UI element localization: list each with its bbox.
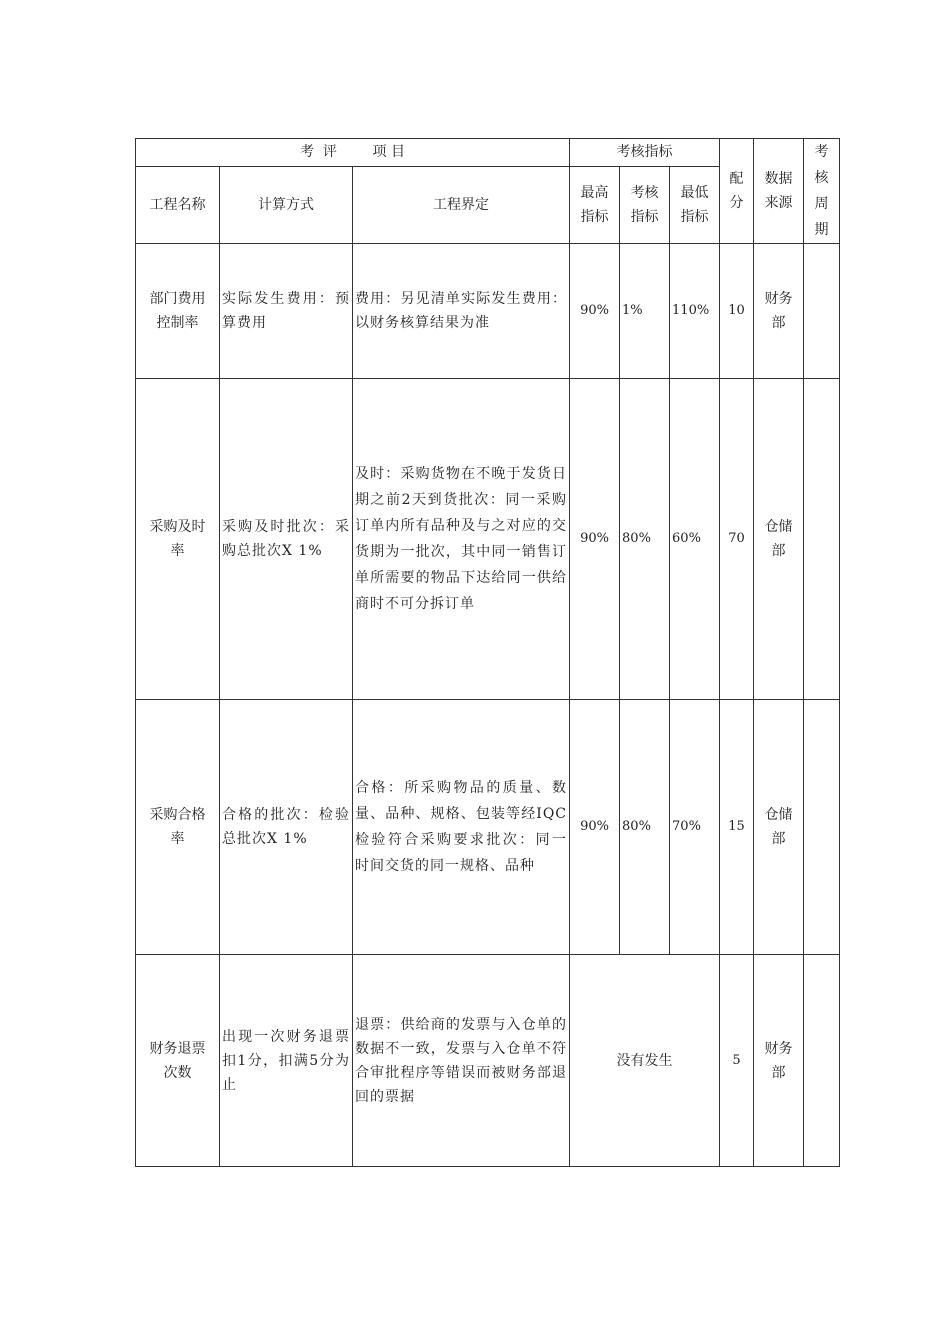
row-definition: 及时：采购货物在不晚于发货日期之前2天到货批次：同一采购订单内所有品种及与之对应的交货期为一批次，其中同一销售订单所需要的物品下达给同一供给商时不可分拆订单 xyxy=(353,379,570,700)
table-row xyxy=(136,955,840,1167)
header-col-name: 工程名称 xyxy=(136,166,220,243)
row-min: 60% xyxy=(670,379,720,700)
header-period: 考 核 周 期 xyxy=(804,139,840,244)
row-method: 出现一次财务退票扣1分，扣满5分为止 xyxy=(220,955,353,1167)
header-col-method: 计算方式 xyxy=(220,166,353,243)
row-min: 70% xyxy=(670,700,720,955)
header-row-1 xyxy=(136,139,840,167)
row-name: 采购及时 率 xyxy=(136,379,220,700)
row-source: 财务 部 xyxy=(754,955,804,1167)
row-source: 财务 部 xyxy=(754,244,804,379)
header-col-target: 考核 指标 xyxy=(620,166,670,243)
row-name: 采购合格 率 xyxy=(136,700,220,955)
row-max: 90% xyxy=(570,379,620,700)
row-weight: 70 xyxy=(720,379,754,700)
row-period xyxy=(804,244,840,379)
kpi-table xyxy=(135,138,840,1167)
row-max: 90% xyxy=(570,244,620,379)
header-indicator-group: 考核指标 xyxy=(570,139,720,167)
row-source: 仓储 部 xyxy=(754,700,804,955)
table-row xyxy=(136,379,840,700)
row-target: 80% xyxy=(620,700,670,955)
table-row xyxy=(136,700,840,955)
row-period xyxy=(804,700,840,955)
row-weight: 10 xyxy=(720,244,754,379)
row-definition: 合格：所采购物品的质量、数量、品种、规格、包装等经IQC 检验符合采购要求批次：同一 时间交货的同一规格、品种 xyxy=(353,700,570,955)
row-min: 110% xyxy=(670,244,720,379)
row-method: 合格的批次：检验总批次X 1% xyxy=(220,700,353,955)
header-col-min: 最低 指标 xyxy=(670,166,720,243)
row-name: 部门费用 控制率 xyxy=(136,244,220,379)
row-target: 1% xyxy=(620,244,670,379)
row-name: 财务退票 次数 xyxy=(136,955,220,1167)
row-period xyxy=(804,379,840,700)
row-max: 90% xyxy=(570,700,620,955)
row-target: 80% xyxy=(620,379,670,700)
header-group-label: 考 评 项 目 xyxy=(136,139,570,167)
header-source: 数据 来源 xyxy=(754,139,804,244)
header-weight: 配 分 xyxy=(720,139,754,244)
row-method: 实际发生费用：预算费用 xyxy=(220,244,353,379)
row-weight: 15 xyxy=(720,700,754,955)
row-definition: 退票：供给商的发票与入仓单的数据不一致，发票与入仓单不符合审批程序等错误而被财务部退回的票据 xyxy=(353,955,570,1167)
row-indicator-merged: 没有发生 xyxy=(570,955,720,1167)
table-row xyxy=(136,244,840,379)
row-definition: 费用：另见清单实际发生费用：以财务核算结果为准 xyxy=(353,244,570,379)
header-col-definition: 工程界定 xyxy=(353,166,570,243)
row-source: 仓储 部 xyxy=(754,379,804,700)
row-method: 采购及时批次：采购总批次X 1% xyxy=(220,379,353,700)
row-period xyxy=(804,955,840,1167)
row-weight: 5 xyxy=(720,955,754,1167)
header-col-max: 最高 指标 xyxy=(570,166,620,243)
